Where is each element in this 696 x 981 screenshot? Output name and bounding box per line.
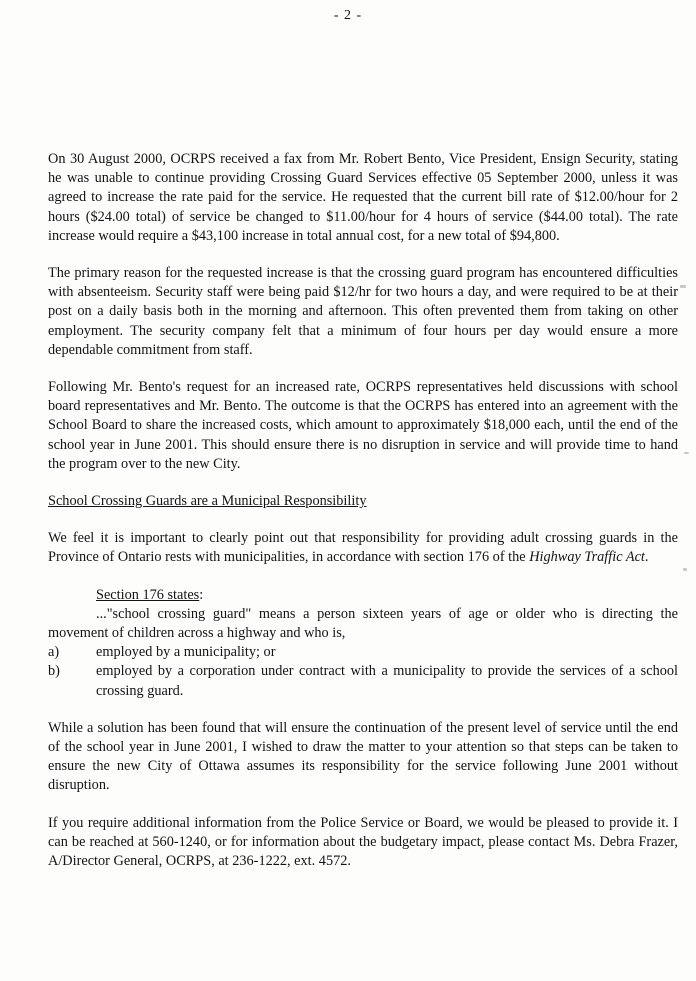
- quote-text: ..."school crossing guard" means a person sixteen years of age or older who is directing the movement of children across a highway and who is,: [48, 605, 678, 642]
- scan-artifact: [680, 285, 686, 288]
- responsibility-text-end: .: [644, 549, 649, 566]
- responsibility-text: We feel it is important to clearly point out that responsibility for providing adult crossing guards in the Province of Ontario rests with municipalities, in accordance with section 176 of the: [48, 530, 678, 566]
- scan-artifact: [684, 452, 689, 454]
- section-176-quote: [48, 586, 678, 701]
- list-item-text: employed by a corporation under contract with a municipality to provide the services of a school crossing guard.: [96, 663, 678, 699]
- list-marker: b): [48, 663, 60, 680]
- list-marker: a): [48, 644, 60, 661]
- paragraph-fax-received: On 30 August 2000, OCRPS received a fax from Mr. Robert Bento, Vice President, Ensign Security, stating he was unable to continue providing Crossing Guard Services effective 05 September 2000, unless it was agreed to increase the rate paid for the service. He requested that the current bill rate of $12.00/hour for 2 hours ($24.00 total) of service be changed to $11.00/hour for 4 hours of service ($44.00 total). The rate increase would require a $43,100 increase in total annual cost, for a new total of $94,800.: [48, 151, 678, 244]
- paragraph-primary-reason: The primary reason for the requested increase is that the crossing guard program has encountered difficulties with absenteeism. Security staff were being paid $12/hr for two hours a day, and were required to be at their post on a daily basis both in the morning and afternoon. This often prevented them from taking on other employment. The security company felt that a minimum of four hours per day would ensure a more dependable commitment from staff.: [48, 265, 678, 358]
- act-name: Highway Traffic Act: [529, 549, 645, 566]
- paragraph-contact: If you require additional information from the Police Service or Board, we would be pleased to provide it. I can be reached at 560-1240, or for information about the budgetary impact, please contact Ms. Debra Frazer, A/Director General, OCRPS, at 236-1222, ext. 4572.: [48, 814, 678, 870]
- quote-title-row: [48, 586, 678, 605]
- paragraph-responsibility: [48, 529, 678, 567]
- paragraph-agreement: Following Mr. Bento's request for an increased rate, OCRPS representatives held discussions with school board representatives and Mr. Bento. The outcome is that the OCRPS has entered into an agreement with the School Board to share the increased costs, which amount to approximately $18,000 each, until the end of the school year in June 2001. This should ensure there is no disruption in service and will provide time to hand the program over to the new City.: [48, 379, 678, 472]
- page-number: - 2 -: [333, 8, 363, 23]
- list-item: [48, 662, 678, 700]
- section-heading: School Crossing Guards are a Municipal Responsibility: [48, 493, 367, 510]
- list-item: [48, 643, 678, 662]
- letter-body: [48, 150, 678, 889]
- list-item-text: employed by a municipality; or: [96, 644, 276, 661]
- paragraph-solution: While a solution has been found that will ensure the continuation of the present level of service until the end of the school year in June 2001, I wished to draw the matter to your attention so that steps can be taken to ensure the new City of Ottawa assumes its responsibility for the service following June 2001 without disruption.: [48, 719, 678, 794]
- scan-artifact: [683, 568, 687, 571]
- quote-title-colon: :: [199, 586, 204, 603]
- quote-title: Section 176 states: [96, 586, 200, 603]
